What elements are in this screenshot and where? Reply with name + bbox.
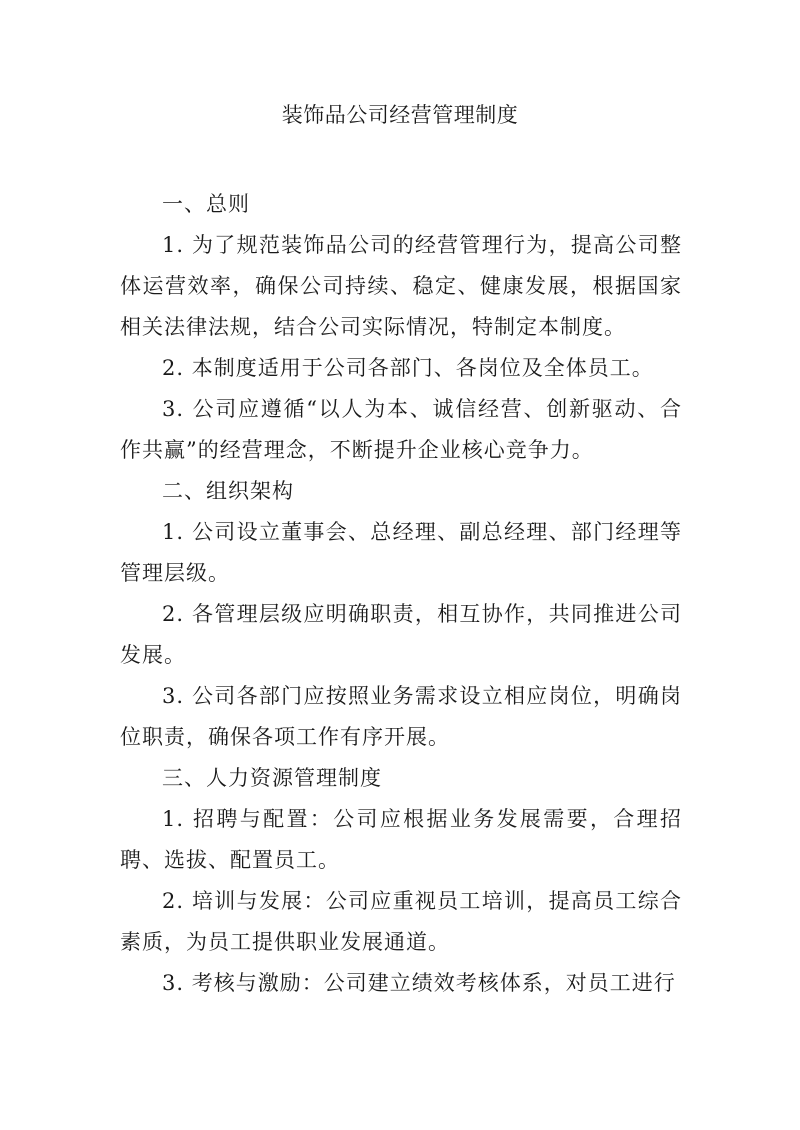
paragraph: 2. 本制度适用于公司各部门、各岗位及全体员工。 (162, 356, 654, 380)
paragraph: 3. 公司各部门应按照业务需求设立相应岗位，明确岗位职责，确保各项工作有序开展。 (120, 684, 682, 749)
document-body (120, 184, 682, 1004)
section-heading-general: 一、总则 (162, 192, 250, 216)
paragraph: 3. 公司应遵循“以人为本、诚信经营、创新驱动、合作共赢”的经营理念，不断提升企业核心竞争力。 (120, 397, 682, 462)
paragraph: 1. 公司设立董事会、总经理、副总经理、部门经理等管理层级。 (120, 520, 682, 585)
paragraph: 2. 培训与发展：公司应重视员工培训，提高员工综合素质，为员工提供职业发展通道。 (120, 889, 682, 954)
section-heading-hr: 三、人力资源管理制度 (162, 766, 382, 790)
paragraph: 1. 招聘与配置：公司应根据业务发展需要，合理招聘、选拔、配置员工。 (120, 807, 682, 872)
paragraph: 1. 为了规范装饰品公司的经营管理行为，提高公司整体运营效率，确保公司持续、稳定、健康发展，根据国家相关法律法规，结合公司实际情况，特制定本制度。 (120, 233, 682, 339)
paragraph: 3. 考核与激励：公司建立绩效考核体系，对员工进行 (162, 971, 676, 995)
section-heading-organization: 二、组织架构 (162, 479, 294, 503)
paragraph: 2. 各管理层级应明确职责，相互协作，共同推进公司发展。 (120, 602, 682, 667)
document-title: 装饰品公司经营管理制度 (281, 103, 519, 127)
